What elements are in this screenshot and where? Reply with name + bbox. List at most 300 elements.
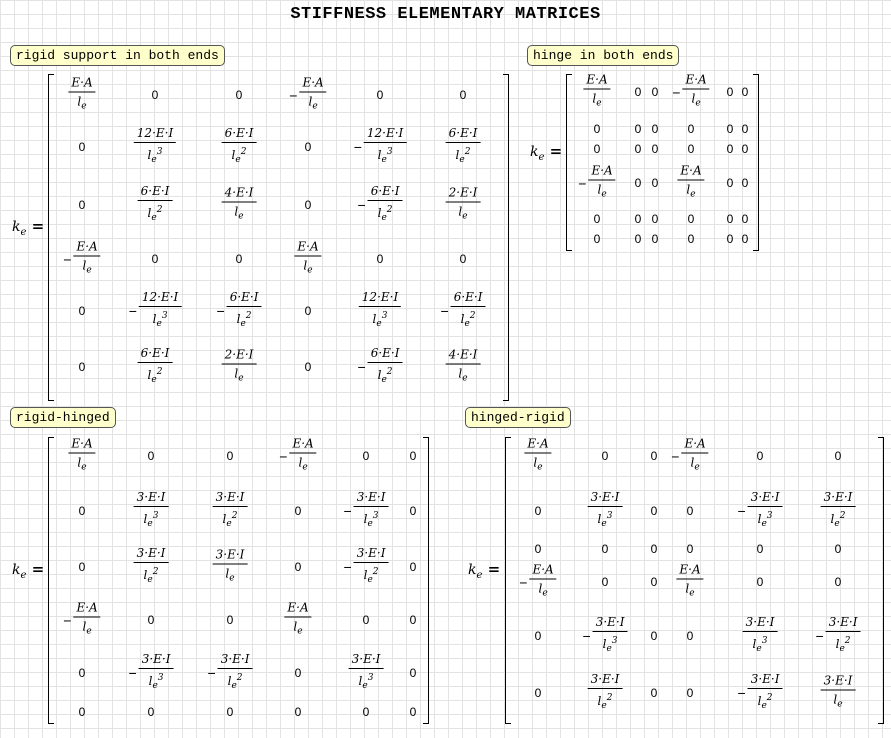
denominator: $l_e^3$ <box>602 636 618 654</box>
fraction <box>134 126 176 168</box>
subscript-e: e <box>229 573 235 584</box>
denominator: $l_e^2$ <box>455 147 471 165</box>
fraction <box>222 126 257 168</box>
subscript-e: e <box>362 681 368 691</box>
matrix-zero: 0 <box>650 575 658 589</box>
matrix-zero: 0 <box>726 176 734 190</box>
exponent: 3 <box>766 511 773 521</box>
matrix-zero: 0 <box>651 212 659 226</box>
minus-sign: − <box>279 448 288 464</box>
matrix-zero: 0 <box>651 122 659 136</box>
matrix-zero: 0 <box>756 449 764 463</box>
matrix-zero: 0 <box>534 629 542 643</box>
subscript-e: e <box>601 189 607 200</box>
matrix-zero: 0 <box>147 613 155 627</box>
fraction <box>139 290 181 332</box>
denominator: $l_e^2$ <box>147 367 163 385</box>
fraction <box>68 437 95 476</box>
matrix-zero: 0 <box>686 542 694 556</box>
numerator: E·A <box>289 437 316 454</box>
matrix-zero: 0 <box>78 560 86 574</box>
equals-sign: = <box>482 560 501 578</box>
exponent: 2 <box>766 693 773 703</box>
stiffness-symbol: $k_e$ = <box>468 560 501 581</box>
numerator: E·A <box>73 601 100 618</box>
matrix-zero: 0 <box>686 686 694 700</box>
matrix-term <box>222 186 257 225</box>
subscript-e: e <box>151 155 157 165</box>
matrix-zero: 0 <box>534 542 542 556</box>
fraction <box>368 184 403 226</box>
denominator: $l_e$ <box>293 619 303 637</box>
matrix-zero: 0 <box>834 542 842 556</box>
matrix-zero: 0 <box>409 705 417 719</box>
matrix-zero: 0 <box>362 449 370 463</box>
matrix-zero: 0 <box>593 212 601 226</box>
matrix-term <box>213 490 248 532</box>
matrix-zero: 0 <box>593 142 601 156</box>
matrix-zero: 0 <box>294 666 302 680</box>
denominator: $l_e^2$ <box>830 511 846 529</box>
matrix-zero: 0 <box>650 629 658 643</box>
matrix-term <box>583 73 610 112</box>
numerator: E·A <box>68 437 95 454</box>
matrix-term <box>294 240 321 279</box>
matrix-zero: 0 <box>409 666 417 680</box>
matrix-term <box>138 346 173 388</box>
fraction <box>354 490 389 532</box>
exponent: 2 <box>386 205 393 215</box>
fraction <box>138 346 173 388</box>
minus-sign: − <box>63 251 72 267</box>
matrix-term <box>583 615 628 657</box>
minus-sign: − <box>671 448 680 464</box>
matrix-term <box>349 652 384 694</box>
exponent: 2 <box>469 311 476 321</box>
matrix-zero: 0 <box>687 212 695 226</box>
fraction <box>743 615 778 657</box>
subscript-e: e <box>538 152 545 163</box>
subscript-e: e <box>462 373 468 384</box>
subscript-e: e <box>235 155 241 165</box>
exponent: 2 <box>464 147 471 157</box>
matrix-zero: 0 <box>650 449 658 463</box>
numerator: 3·E·I <box>218 652 253 669</box>
minus-sign: − <box>207 665 216 681</box>
matrix-term <box>821 490 856 532</box>
fraction <box>583 73 610 112</box>
matrix-zero: 0 <box>235 252 243 266</box>
matrix-zero: 0 <box>78 304 86 318</box>
minus-sign: − <box>357 197 366 213</box>
numerator: E·A <box>299 76 326 93</box>
denominator: $l_e$ <box>691 91 701 109</box>
subscript-e: e <box>238 373 244 384</box>
matrix-term <box>68 76 95 115</box>
denominator: $l_e$ <box>458 366 468 384</box>
fraction <box>299 76 326 115</box>
exponent: 3 <box>611 636 618 646</box>
subscript-e: e <box>694 462 700 473</box>
exponent: 3 <box>367 673 374 683</box>
left-bracket <box>566 74 572 251</box>
matrix-term <box>446 348 481 387</box>
numerator: 3·E·I <box>349 652 384 669</box>
fraction <box>681 437 708 476</box>
matrix-zero: 0 <box>741 176 749 190</box>
matrix-zero: 0 <box>634 122 642 136</box>
numerator: 3·E·I <box>139 652 174 669</box>
subscript-e: e <box>367 575 373 585</box>
numerator: 12·E·I <box>364 126 406 143</box>
matrix-term <box>344 490 389 532</box>
denominator: $l_e^2$ <box>222 511 238 529</box>
matrix-zero: 0 <box>78 140 86 154</box>
stiffness-symbol: $k_e$ = <box>12 560 45 581</box>
subscript-e: e <box>147 575 153 585</box>
subscript-e: e <box>690 189 696 200</box>
numerator: 6·E·I <box>222 126 257 143</box>
denominator: $l_e$ <box>597 182 607 200</box>
matrix-zero: 0 <box>650 686 658 700</box>
numerator: E·A <box>583 73 610 90</box>
denominator: $l_e$ <box>225 566 235 584</box>
matrix-zero: 0 <box>687 122 695 136</box>
matrix-term <box>289 76 326 115</box>
exponent: 3 <box>386 147 393 157</box>
matrix-zero: 0 <box>151 252 159 266</box>
exponent: 2 <box>606 693 613 703</box>
fraction <box>529 563 556 602</box>
numerator: E·A <box>524 437 551 454</box>
subscript-e: e <box>542 588 548 599</box>
denominator: $l_e^3$ <box>377 147 393 165</box>
matrix-zero: 0 <box>294 504 302 518</box>
minus-sign: − <box>737 685 746 701</box>
matrix-term <box>519 563 556 602</box>
matrix-term <box>134 546 169 588</box>
matrix-zero: 0 <box>651 142 659 156</box>
numerator: 6·E·I <box>138 346 173 363</box>
minus-sign: − <box>582 628 591 644</box>
matrix-zero: 0 <box>593 232 601 246</box>
subscript-e: e <box>476 570 483 581</box>
matrix-term <box>671 437 708 476</box>
denominator: $l_e^2$ <box>757 693 773 711</box>
matrix-zero: 0 <box>834 575 842 589</box>
matrix-term <box>217 290 262 332</box>
matrix-term <box>138 184 173 226</box>
equals-sign: = <box>26 560 45 578</box>
denominator: $l_e^3$ <box>143 511 159 529</box>
subscript-e: e <box>459 155 465 165</box>
matrix-zero: 0 <box>304 360 312 374</box>
numerator: 6·E·I <box>368 184 403 201</box>
matrix-zero: 0 <box>834 449 842 463</box>
subscript-e: e <box>695 98 701 109</box>
denominator: $l_e$ <box>82 619 92 637</box>
denominator: $l_e$ <box>685 581 695 599</box>
matrix-zero: 0 <box>741 85 749 99</box>
subscript-e: e <box>156 319 162 329</box>
minus-sign: − <box>357 359 366 375</box>
subscript-e: e <box>20 570 27 581</box>
denominator: $l_e^3$ <box>757 511 773 529</box>
subscript-e: e <box>834 519 840 529</box>
denominator: $l_e^3$ <box>372 311 388 329</box>
numerator: 6·E·I <box>451 290 486 307</box>
matrix-zero: 0 <box>534 504 542 518</box>
fraction <box>593 615 628 657</box>
fraction <box>368 346 403 388</box>
fraction <box>748 490 783 532</box>
matrix-label: rigid support in both ends <box>10 45 225 66</box>
minus-sign: − <box>440 303 449 319</box>
subscript-e: e <box>81 101 87 112</box>
numerator: E·A <box>284 601 311 618</box>
matrix-zero: 0 <box>409 613 417 627</box>
matrix-zero: 0 <box>376 88 384 102</box>
denominator: $l_e$ <box>538 581 548 599</box>
matrix-zero: 0 <box>634 85 642 99</box>
numerator: 3·E·I <box>588 672 623 689</box>
fraction <box>446 186 481 225</box>
fraction <box>222 348 257 387</box>
stiffness-symbol: $k_e$ = <box>530 142 563 163</box>
denominator: $l_e^3$ <box>147 147 163 165</box>
minus-sign: − <box>672 84 681 100</box>
minus-sign: − <box>578 175 587 191</box>
subscript-e: e <box>837 699 843 710</box>
denominator: $l_e$ <box>690 455 700 473</box>
numerator: 3·E·I <box>821 490 856 507</box>
minus-sign: − <box>353 139 362 155</box>
matrix-zero: 0 <box>726 232 734 246</box>
fraction <box>73 240 100 279</box>
subscript-e: e <box>601 701 607 711</box>
minus-sign: − <box>63 612 72 628</box>
fraction <box>138 184 173 226</box>
fraction <box>213 490 248 532</box>
fraction <box>134 546 169 588</box>
subscript-e: e <box>596 98 602 109</box>
denominator: $l_e$ <box>833 692 843 710</box>
denominator: $l_e^3$ <box>363 511 379 529</box>
matrix-zero: 0 <box>741 232 749 246</box>
subscript-e: e <box>297 626 303 637</box>
subscript-e: e <box>86 626 92 637</box>
subscript-e: e <box>81 462 87 473</box>
denominator: $l_e$ <box>303 258 313 276</box>
fraction <box>676 563 703 602</box>
minus-sign: − <box>128 303 137 319</box>
matrix-zero: 0 <box>741 142 749 156</box>
numerator: 4·E·I <box>446 348 481 365</box>
subscript-e: e <box>20 227 27 238</box>
matrix-term <box>134 126 176 168</box>
matrix-zero: 0 <box>687 232 695 246</box>
subscript-e: e <box>756 644 762 654</box>
denominator: $l_e$ <box>533 455 543 473</box>
fraction <box>588 490 623 532</box>
matrix-term <box>358 346 403 388</box>
exponent: 3 <box>157 673 164 683</box>
fraction <box>682 73 709 112</box>
matrix-zero: 0 <box>294 560 302 574</box>
fraction <box>227 290 262 332</box>
matrix-zero: 0 <box>362 705 370 719</box>
numerator: E·A <box>588 164 615 181</box>
denominator: $l_e^3$ <box>148 673 164 691</box>
exponent: 3 <box>156 147 163 157</box>
subscript-e: e <box>367 519 373 529</box>
matrix-label: hinge in both ends <box>527 45 679 66</box>
exponent: 2 <box>240 147 247 157</box>
matrix-term <box>446 126 481 168</box>
matrix-term <box>222 348 257 387</box>
denominator: $l_e^2$ <box>231 147 247 165</box>
matrix-term <box>743 615 778 657</box>
matrix-zero: 0 <box>294 705 302 719</box>
exponent: 2 <box>156 367 163 377</box>
fraction <box>677 164 704 203</box>
subscript-e: e <box>464 319 470 329</box>
matrix-label: rigid-hinged <box>10 407 116 428</box>
matrix-zero: 0 <box>376 252 384 266</box>
matrix-zero: 0 <box>651 85 659 99</box>
numerator: 3·E·I <box>748 672 783 689</box>
fraction <box>68 76 95 115</box>
numerator: 3·E·I <box>821 674 856 691</box>
subscript-e: e <box>381 375 387 385</box>
denominator: $l_e$ <box>592 91 602 109</box>
matrix-term <box>129 290 182 332</box>
matrix-term <box>441 290 486 332</box>
matrix-zero: 0 <box>650 542 658 556</box>
fraction <box>821 674 856 713</box>
matrix-zero: 0 <box>459 252 467 266</box>
fraction <box>218 652 253 694</box>
fraction <box>821 490 856 532</box>
subscript-e: e <box>462 211 468 222</box>
denominator: $l_e^3$ <box>752 636 768 654</box>
numerator: 12·E·I <box>139 290 181 307</box>
matrix-term <box>821 674 856 713</box>
numerator: E·A <box>294 240 321 257</box>
denominator: $l_e$ <box>308 94 318 112</box>
numerator: E·A <box>682 73 709 90</box>
denominator: $l_e^2$ <box>147 205 163 223</box>
matrix-zero: 0 <box>726 122 734 136</box>
numerator: E·A <box>677 164 704 181</box>
fraction <box>826 615 861 657</box>
matrix-zero: 0 <box>151 88 159 102</box>
subscript-e: e <box>147 519 153 529</box>
exponent: 2 <box>245 311 252 321</box>
matrix-zero: 0 <box>726 212 734 226</box>
fraction <box>446 348 481 387</box>
numerator: 12·E·I <box>359 290 401 307</box>
denominator: $l_e$ <box>234 204 244 222</box>
numerator: 6·E·I <box>227 290 262 307</box>
fraction <box>524 437 551 476</box>
fraction <box>139 652 174 694</box>
fraction <box>588 672 623 714</box>
right-bracket <box>878 437 884 724</box>
numerator: 3·E·I <box>826 615 861 632</box>
subscript-e: e <box>312 101 318 112</box>
denominator: $l_e$ <box>77 94 87 112</box>
matrix-zero: 0 <box>409 449 417 463</box>
matrix-zero: 0 <box>756 542 764 556</box>
minus-sign: − <box>216 303 225 319</box>
matrix-term <box>129 652 174 694</box>
matrix-term <box>446 186 481 225</box>
matrix-zero: 0 <box>686 504 694 518</box>
matrix-zero: 0 <box>409 504 417 518</box>
denominator: $l_e^3$ <box>152 311 168 329</box>
fraction <box>349 652 384 694</box>
subscript-e: e <box>761 519 767 529</box>
exponent: 2 <box>152 567 159 577</box>
fraction <box>134 490 169 532</box>
denominator: $l_e^2$ <box>597 693 613 711</box>
subscript-e: e <box>238 211 244 222</box>
exponent: 2 <box>386 367 393 377</box>
subscript-e: e <box>240 319 246 329</box>
numerator: 3·E·I <box>213 548 248 565</box>
fraction <box>451 290 486 332</box>
numerator: 12·E·I <box>134 126 176 143</box>
matrix-zero: 0 <box>147 705 155 719</box>
matrix-zero: 0 <box>651 232 659 246</box>
numerator: 2·E·I <box>446 186 481 203</box>
subscript-e: e <box>152 681 158 691</box>
matrix-term <box>284 601 311 640</box>
denominator: $l_e^3$ <box>597 511 613 529</box>
matrix-zero: 0 <box>726 142 734 156</box>
matrix-label: hinged-rigid <box>465 407 571 428</box>
fraction <box>446 126 481 168</box>
matrix-term <box>588 672 623 714</box>
minus-sign: − <box>815 628 824 644</box>
fraction <box>364 126 406 168</box>
matrix-zero: 0 <box>362 613 370 627</box>
subscript-e: e <box>307 265 313 276</box>
numerator: 3·E·I <box>134 546 169 563</box>
matrix-zero: 0 <box>593 122 601 136</box>
fraction <box>359 290 401 332</box>
fraction <box>289 437 316 476</box>
matrix-zero: 0 <box>741 212 749 226</box>
subscript-e: e <box>537 462 543 473</box>
fraction <box>73 601 100 640</box>
matrix-zero: 0 <box>534 686 542 700</box>
matrix-zero: 0 <box>634 232 642 246</box>
fraction <box>284 601 311 640</box>
page-title: STIFFNESS ELEMENTARY MATRICES <box>290 5 601 24</box>
minus-sign: − <box>289 87 298 103</box>
exponent: 3 <box>761 636 768 646</box>
denominator: $l_e^2$ <box>377 205 393 223</box>
subscript-e: e <box>381 155 387 165</box>
matrix-term <box>354 126 407 168</box>
fraction <box>294 240 321 279</box>
equals-sign: = <box>544 142 563 160</box>
exponent: 3 <box>161 311 168 321</box>
denominator: $l_e^2$ <box>236 311 252 329</box>
matrix-term <box>524 437 551 476</box>
